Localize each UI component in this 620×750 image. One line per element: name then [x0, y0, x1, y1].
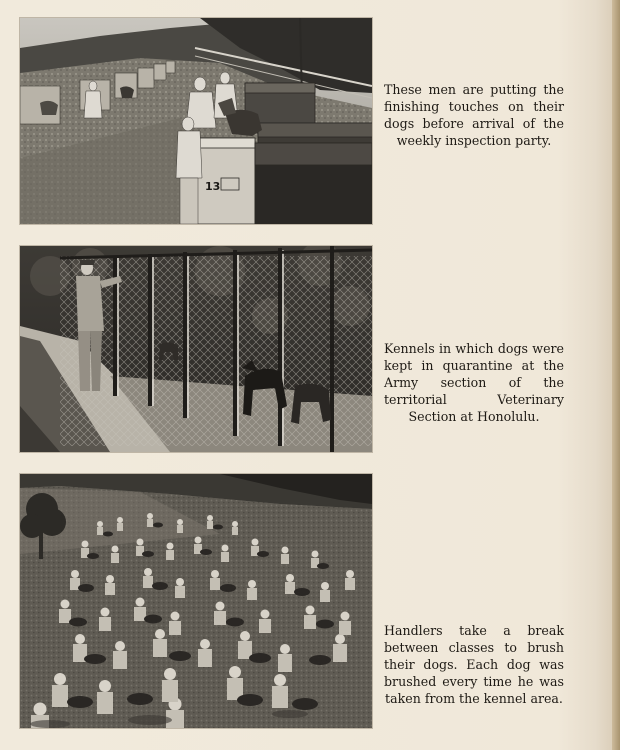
photo-dog-grooming-at-kennels: [20, 18, 372, 224]
photo-1-image: [20, 18, 372, 224]
photo-2-image: [20, 246, 372, 452]
caption-photo-1: These men are putting the finishing touches on their dogs before arrival of the weekly inspection party.: [384, 82, 564, 148]
photo-handlers-brushing-dogs: [20, 474, 372, 728]
caption-photo-2: Kennels in which dogs were kept in quarantine at the Army section of the territorial Veterinary Section at Honolulu.: [384, 341, 564, 424]
photo-3-image: [20, 474, 372, 728]
page-spine-shadow: [612, 0, 620, 750]
photo-quarantine-kennels: [20, 246, 372, 452]
crate-number-label: 13: [205, 180, 221, 193]
caption-photo-3: Handlers take a break between classes to brush their dogs. Each dog was brushed every time he was taken from the kennel area.: [384, 623, 564, 706]
